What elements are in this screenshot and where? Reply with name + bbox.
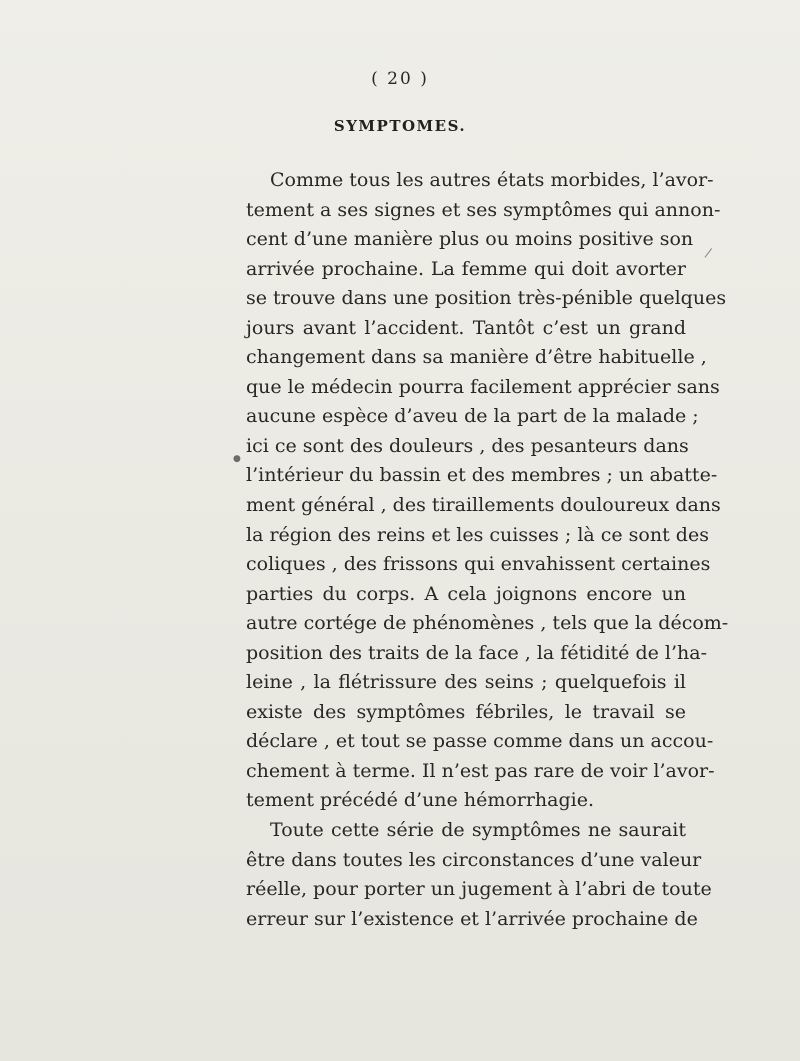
text-line: jours avant l’accident. Tantôt c’est un grand <box>246 316 686 339</box>
text-line: aucune espèce d’aveu de la part de la malade ; <box>246 405 699 428</box>
text-line: leine , la flétrissure des seins ; quelquefois il <box>246 671 686 694</box>
text-line: déclare , et tout se passe comme dans un accou- <box>246 730 714 753</box>
text-line: que le médecin pourra facilement apprécier sans <box>246 375 720 398</box>
text-line: réelle, pour porter un jugement à l’abri de toute <box>246 878 712 901</box>
text-line: tement précédé d’une hémorrhagie. <box>246 789 595 812</box>
text-line: parties du corps. A cela joignons encore un <box>246 582 686 605</box>
text-line: autre cortége de phénomènes , tels que la décom- <box>246 612 729 635</box>
body-text <box>246 166 729 934</box>
section-title: SYMPTOMES. <box>333 117 467 135</box>
paper-mark: / <box>703 245 713 262</box>
text-line: existe des symptômes fébriles, le travail se <box>246 700 686 723</box>
text-line: ici ce sont des douleurs , des pesanteurs dans <box>246 434 689 457</box>
text-line: cent d’une manière plus ou moins positive son <box>246 228 694 251</box>
text-line: l’intérieur du bassin et des membres ; un abatte- <box>246 464 718 487</box>
text-line: position des traits de la face , la fétidité de l’ha- <box>246 641 707 664</box>
text-line: Toute cette série de symptômes ne saurait <box>270 819 686 842</box>
text-line: erreur sur l’existence et l’arrivée prochaine de <box>246 907 698 930</box>
text-line: la région des reins et les cuisses ; là ce sont des <box>246 523 709 546</box>
text-line: être dans toutes les circonstances d’une valeur <box>246 848 702 871</box>
text-line: ment général , des tiraillements douloureux dans <box>246 494 721 517</box>
text-line: arrivée prochaine. La femme qui doit avorter <box>246 257 686 280</box>
text-line: Comme tous les autres états morbides, l’avor- <box>270 169 714 191</box>
text-line: coliques , des frissons qui envahissent certaines <box>246 553 711 576</box>
text-line: se trouve dans une position très-pénible quelques <box>246 287 727 310</box>
text-line: tement a ses signes et ses symptômes qui annon- <box>246 198 721 221</box>
text-line: chement à terme. Il n’est pas rare de voir l’avor- <box>246 759 715 782</box>
page-number: ( 20 ) <box>371 69 429 89</box>
text-line: changement dans sa manière d’être habituelle , <box>246 346 707 369</box>
paper-speck: ● <box>233 454 241 464</box>
